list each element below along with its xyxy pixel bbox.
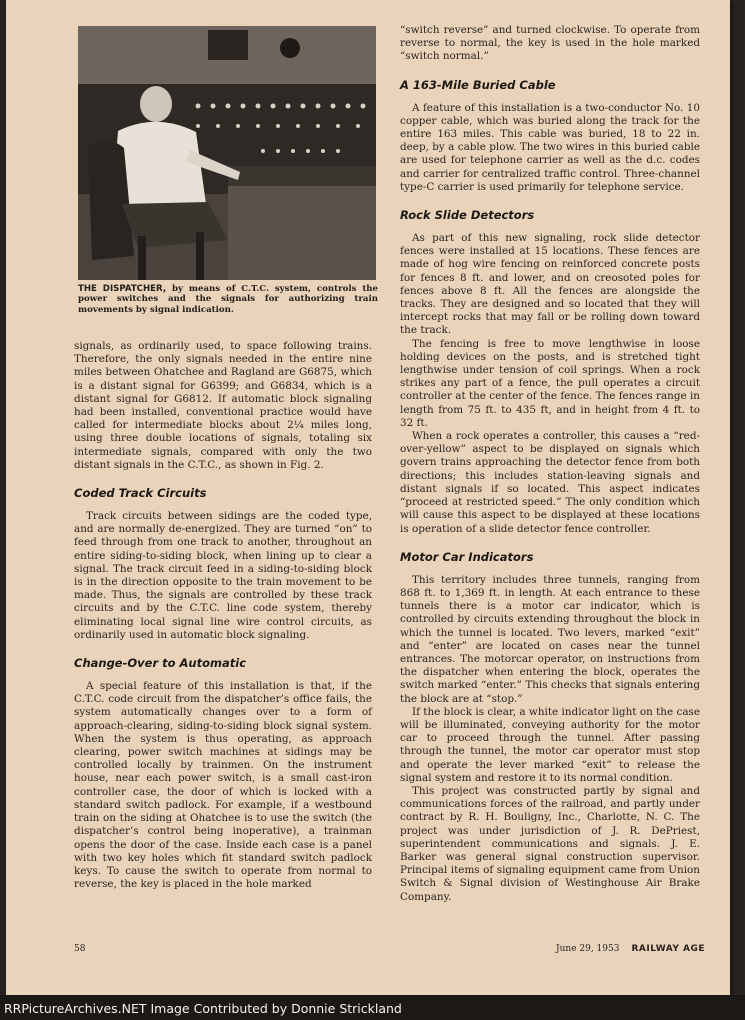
paragraph: As part of this new signaling, rock slide detector fences were installed at 15 locations. These fences are made of hog wire fencing on reinforced concrete posts for fences 8 ft. and lower, and on creosoted poles for fences above 8 ft. All the fences are alongside the tracks. They are designed and so located that they will intercept rocks that may fall or be rolling down toward the track. — [400, 232, 700, 337]
left-intro-paragraph: signals, as ordinarily used, to space following trains. Therefore, the only signals needed in the entire nine miles between Ohatchee and Ragland are G6875, which is a distant signal for G6399; and G6834, which is a distant signal for G6812. If automatic block signaling had been installed, conventional practice would have called for intermediate blocks about 2¼ miles long, using three double locations of signals, totaling six intermediate signals, compared with only the two distant signals in the C.T.C., as shown in Fig. 2. — [74, 340, 372, 471]
page-number: 58 — [74, 944, 86, 954]
heading-coded-track-circuits: Coded Track Circuits — [74, 486, 207, 501]
image-credit: RRPictureArchives.NET Image Contributed by Donnie Strickland — [4, 1001, 402, 1016]
caption-text: by means of C.T.C. system, controls the power switches and the signals for authorizing train movements by signal indication. — [78, 284, 379, 315]
paragraph: This project was constructed partly by signal and communications forces of the railroad, and partly under contract by R. H. Bouligny, Inc., Charlotte, N. C. The project was under jurisdiction of J. R. DePriest, superintendent communications and signals. J. E. Barker was general signal construction supervisor. Principal items of signaling equipment came from Union Switch & Signal division of Westinghouse Air Brake Company. — [400, 784, 700, 903]
right-column — [400, 24, 700, 904]
paragraph: This territory includes three tunnels, ranging from 868 ft. to 1,369 ft. in length. At each entrance to these tunnels there is a motor car indicator, which is controlled by circuits extending throughout the block in which the tunnel is located. Two levers, marked “exit” and “enter” are located on cases near the tunnel entrances. The motorcar operator, on instructions from the dispatcher when entering the block, operates the switch marked “enter.” This checks that signals entering the block are at “stop.” — [400, 573, 700, 705]
heading-change-over-to-automatic: Change-Over to Automatic — [74, 656, 247, 671]
paragraph: A feature of this installation is a two-conductor No. 10 copper cable, which was buried along the track for the entire 163 miles. This cable was buried, 18 to 22 in. deep, by a cable plow. The two wires in this buried cable are used for telephone carrier as well as the d.c. codes and carrier for centralized traffic control. Three-channel type-C carrier is used primarily for telephone service. — [400, 101, 700, 193]
heading-rock-slide-detectors: Rock Slide Detectors — [400, 208, 535, 223]
footer-magazine: RAILWAY AGE — [631, 944, 706, 954]
paragraph: When a rock operates a controller, this causes a “red-over-yellow” aspect to be displayed on signals which govern trains approaching the detector fence from both directions; this includes station-leaving signals and distant signals if so located. This aspect indicates “proceed at restricted speed.” The only condition which will cause this aspect to be displayed at these locations is operation of a slide detector fence controller. — [400, 430, 700, 535]
right-intro-paragraph: “switch reverse” and turned clockwise. To operate from reverse to normal, the key is used in the hole marked “switch normal.” — [400, 24, 700, 63]
left-column — [74, 340, 372, 891]
caption-lead: THE DISPATCHER, — [78, 284, 167, 294]
paragraph: A special feature of this installation is that, if the C.T.C. code circuit from the dispatcher’s office fails, the system automatically changes over to a form of approach-clearing, siding-to-siding block signal system. When the system is thus operating, as approach clearing, power switch machines at sidings may be controlled locally by trainmen. On the instrument house, near each power switch, is a small cast-iron controller case, the door of which is locked with a standard switch padlock. For example, if a westbound train on the siding at Ohatchee is to use the switch (the dispatcher’s control being inoperative), a trainman opens the door of the case. Inside each case is a panel with two key holes which fit standard switch padlock keys. To cause the switch to operate from normal to reverse, the key is placed in the hole marked — [74, 680, 372, 891]
paragraph: If the block is clear, a white indicator light on the case will be illuminated, conveying authority for the motor car to proceed through the tunnel. After passing through the tunnel, the motor car operator must stop and operate the lever marked “exit” to release the signal system and restore it to its normal condition. — [400, 705, 700, 784]
dispatcher-photo — [78, 26, 376, 280]
paragraph: The fencing is free to move lengthwise in loose holding devices on the posts, and is stretched tight lengthwise under tension of coil springs. When a rock strikes any part of a fence, the pull operates a circuit controller at the center of the fence. The fences range in length from 75 ft. to 435 ft, and in height from 4 ft. to 32 ft. — [400, 337, 700, 429]
magazine-page — [6, 0, 730, 995]
footer-date: June 29, 1953 — [556, 944, 620, 954]
heading-motor-car-indicators: Motor Car Indicators — [400, 549, 534, 564]
photo-caption — [78, 284, 378, 315]
paragraph: Track circuits between sidings are the coded type, and are normally de-energized. They are turned “on” to feed through from one track to another, throughout an entire siding-to-siding block, when lining up to clear a signal. The track circuit feed in a siding-to-siding block is in the direction opposite to the train movement to be made. Thus, the signals are controlled by these track circuits and by the C.T.C. line code system, thereby eliminating local signal line wire control circuits, as ordinarily used in automatic block signaling. — [74, 510, 372, 641]
dispatcher-photo-illustration — [78, 26, 376, 280]
heading-buried-cable: A 163-Mile Buried Cable — [400, 77, 556, 92]
footer-issue — [556, 944, 705, 954]
